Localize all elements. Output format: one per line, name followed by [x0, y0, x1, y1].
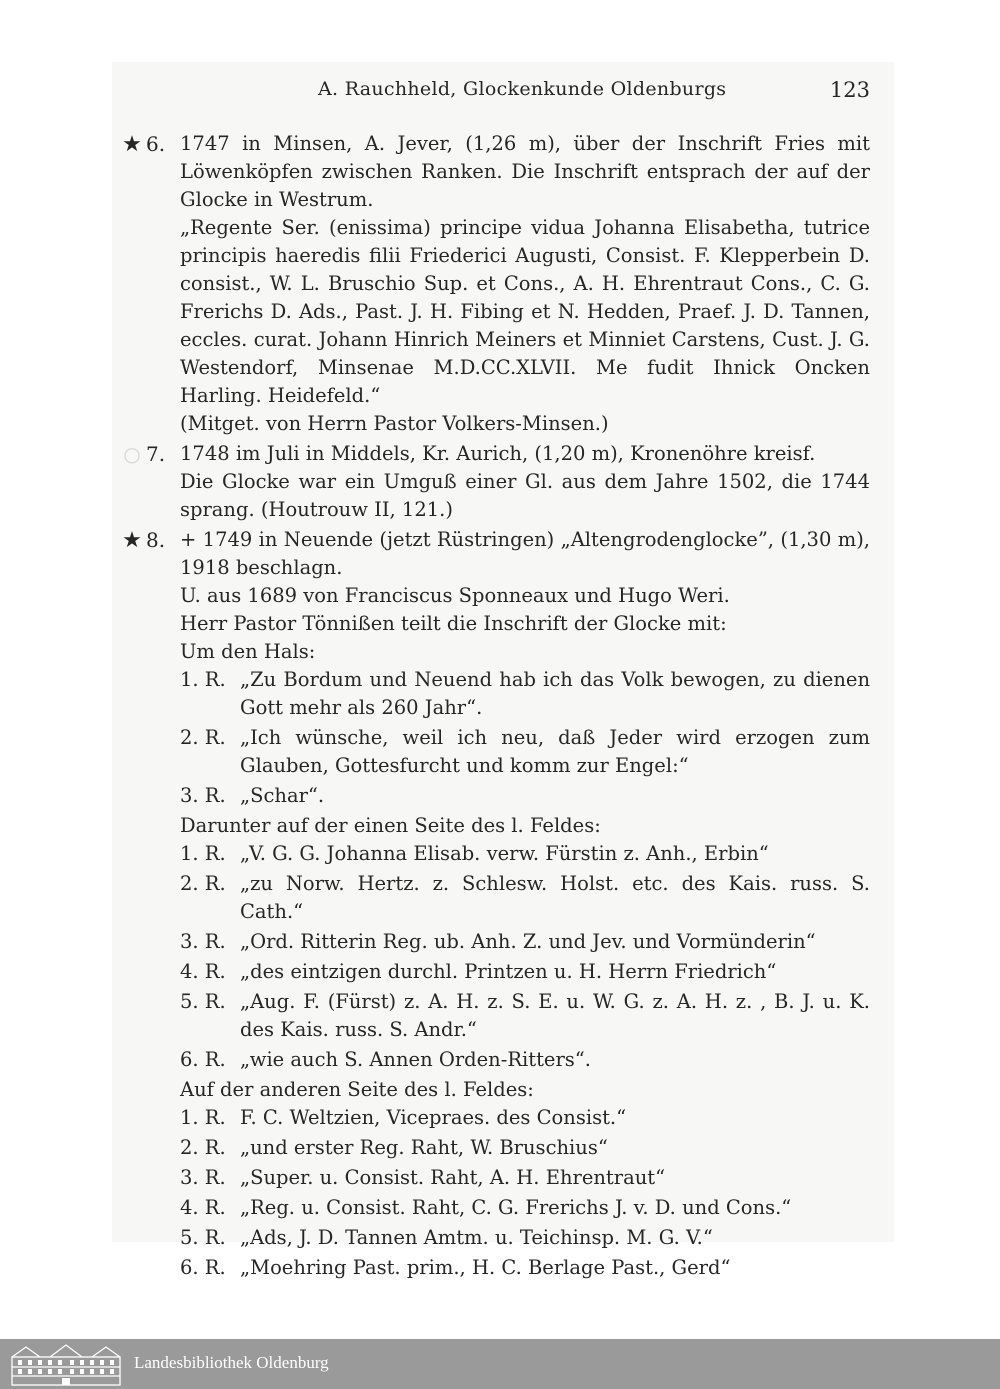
row-number: 1. R.	[180, 668, 226, 691]
star-icon: ★	[122, 528, 142, 553]
footer-bar	[0, 1339, 1000, 1389]
row-text: „Zu Bordum und Neuend hab ich das Volk bewogen, zu dienen Gott mehr als 260 Jahr“.	[240, 668, 870, 719]
list-item	[180, 724, 870, 780]
row-text: „Super. u. Consist. Raht, A. H. Ehrentraut“	[240, 1166, 666, 1189]
entry-8	[118, 526, 870, 1282]
list-item	[180, 870, 870, 926]
row-text: „Ads, J. D. Tannen Amtm. u. Teichinsp. M. G. V.“	[240, 1226, 713, 1249]
entry-marker	[118, 130, 178, 159]
list-item	[180, 928, 870, 956]
row-number: 3. R.	[180, 784, 226, 807]
star-icon: ★	[122, 132, 142, 157]
row-text: „Schar“.	[240, 784, 325, 807]
row-number: 6. R.	[180, 1048, 226, 1071]
row-text: „Moehring Past. prim., H. C. Berlage Past., Gerd“	[240, 1256, 731, 1279]
running-head-title: A. Rauchheld, Glockenkunde Oldenburgs	[318, 78, 727, 100]
circle-icon: ○	[123, 442, 141, 466]
list-item	[180, 840, 870, 868]
row-number: 2. R.	[180, 872, 226, 895]
entry-marker	[118, 440, 178, 468]
section-heading-field-1: Darunter auf der einen Seite des l. Feldes:	[180, 814, 601, 837]
row-text: „des eintzigen durchl. Printzen u. H. Herrn Friedrich“	[240, 960, 777, 983]
list-item	[180, 988, 870, 1044]
entry-text: U. aus 1689 von Franciscus Sponneaux und Hugo Weri.	[180, 584, 730, 607]
row-text: „zu Norw. Hertz. z. Schlesw. Holst. etc. des Kais. russ. S. Cath.“	[240, 872, 870, 923]
library-name[interactable]: Landesbibliothek Oldenburg	[134, 1353, 329, 1372]
row-text: „und erster Reg. Raht, W. Bruschius“	[240, 1136, 608, 1159]
row-number: 5. R.	[180, 1226, 226, 1249]
source-credit: (Mitget. von Herrn Pastor Volkers-Minsen.)	[180, 412, 609, 435]
list-item	[180, 1164, 870, 1192]
list-item	[180, 1134, 870, 1162]
entry-number: 6.	[146, 132, 166, 156]
entry-number: 7.	[146, 442, 166, 466]
list-item	[180, 958, 870, 986]
entry-text: 1748 im Juli in Middels, Kr. Aurich, (1,20 m), Kronenöhre kreisf.	[180, 442, 816, 465]
entry-text: 1747 in Minsen, A. Jever, (1,26 m), über der Inschrift Fries mit Löwenköpfen zwischen Ranken. Die Inschrift entsprach der auf der Glocke in Westrum.	[180, 132, 870, 211]
row-text: „Ich wünsche, weil ich neu, daß Jeder wird erzogen zum Glauben, Gottesfurcht und komm zur Engel:“	[240, 726, 870, 777]
row-number: 1. R.	[180, 1106, 226, 1129]
row-number: 3. R.	[180, 930, 226, 953]
entry-marker	[118, 526, 178, 555]
inscription-quote: „Regente Ser. (enissima) principe vidua Johanna Elisabetha, tutrice principis haeredis filii Friederici Augusti, Consist. F. Klepperbein D. consist., W. L. Bruschio Sup. et Cons., A. H. Ehrentraut Cons., C. G. Frerichs D. Ads., Past. J. H. Fibing et N. Hedden, Praef. J. D. Tannen, eccles. curat. Johann Hinrich Meiners et Minniet Carstens, Cust. J. G. Westendorf, Minsenae M.D.CC.XLVII. Me fudit Ihnick Oncken Harling. Heidefeld.“	[180, 216, 870, 407]
list-item	[180, 1046, 870, 1074]
row-number: 4. R.	[180, 960, 226, 983]
list-item	[180, 1194, 870, 1222]
page-body	[118, 130, 870, 1284]
entry-number: 8.	[146, 528, 166, 552]
row-number: 6. R.	[180, 1256, 226, 1279]
row-text: „Aug. F. (Fürst) z. A. H. z. S. E. u. W. G. z. A. H. z. , B. J. u. K. des Kais. russ. S. Andr.“	[240, 990, 870, 1041]
list-item	[180, 1104, 870, 1132]
field-1-rows	[180, 840, 870, 1074]
row-text: „Ord. Ritterin Reg. ub. Anh. Z. und Jev. und Vormünderin“	[240, 930, 816, 953]
section-heading-hals: Um den Hals:	[180, 640, 316, 663]
row-text: „V. G. G. Johanna Elisab. verw. Fürstin z. Anh., Erbin“	[240, 842, 769, 865]
row-number: 3. R.	[180, 1166, 226, 1189]
list-item	[180, 1224, 870, 1252]
library-building-icon[interactable]	[10, 1343, 122, 1387]
entry-text: Die Glocke war ein Umguß einer Gl. aus dem Jahre 1502, die 1744 sprang. (Houtrouw II, 121.)	[180, 470, 870, 521]
entry-7	[118, 440, 870, 524]
list-item	[180, 666, 870, 722]
row-number: 1. R.	[180, 842, 226, 865]
section-heading-field-2: Auf der anderen Seite des l. Feldes:	[180, 1078, 534, 1101]
row-text: „Reg. u. Consist. Raht, C. G. Frerichs J. v. D. und Cons.“	[240, 1196, 792, 1219]
list-item	[180, 782, 870, 810]
list-item	[180, 1254, 870, 1282]
row-text: F. C. Weltzien, Vicepraes. des Consist.“	[240, 1106, 627, 1129]
entry-6	[118, 130, 870, 438]
entry-text: Herr Pastor Tönnißen teilt die Inschrift der Glocke mit:	[180, 612, 727, 635]
page-number: 123	[829, 78, 870, 102]
row-number: 5. R.	[180, 990, 226, 1013]
field-2-rows	[180, 1104, 870, 1282]
entry-text: + 1749 in Neuende (jetzt Rüstringen) „Altengrodenglocke”, (1,30 m), 1918 beschlagn.	[180, 528, 870, 579]
hals-rows	[180, 666, 870, 810]
row-number: 4. R.	[180, 1196, 226, 1219]
row-text: „wie auch S. Annen Orden-Ritters“.	[240, 1048, 591, 1071]
row-number: 2. R.	[180, 726, 226, 749]
row-number: 2. R.	[180, 1136, 226, 1159]
